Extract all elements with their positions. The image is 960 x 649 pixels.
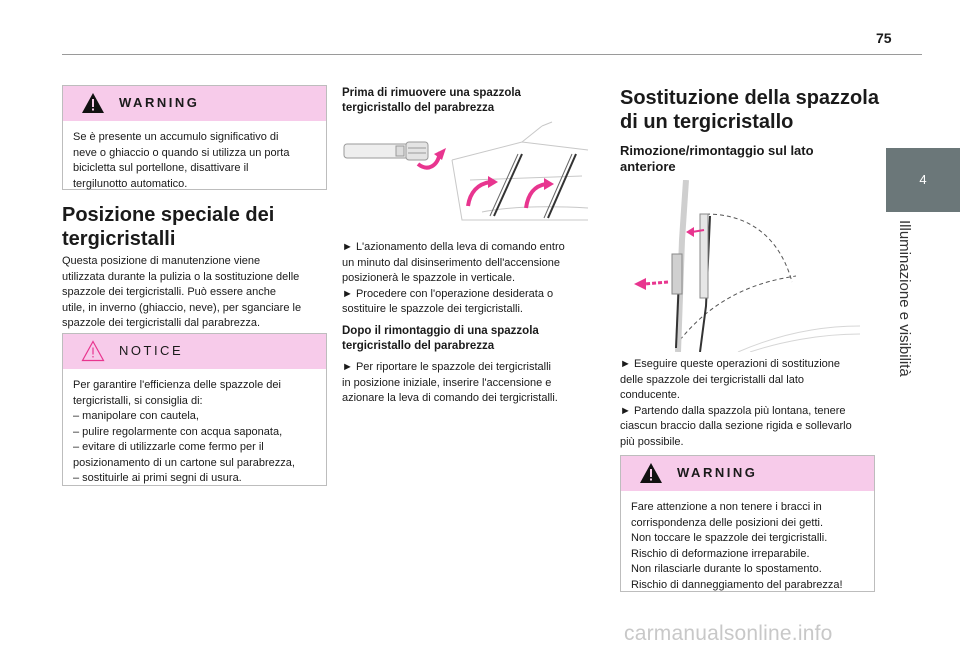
warning-triangle-icon xyxy=(81,92,105,114)
warning-header xyxy=(63,86,326,121)
chapter-tab[interactable]: 4 xyxy=(886,148,960,212)
page-number: 75 xyxy=(876,30,892,46)
warning-label: WARNING xyxy=(119,95,200,110)
warning-label: WARNING xyxy=(677,465,758,480)
wiper-stalk xyxy=(344,142,428,160)
warning-header-replacement xyxy=(621,456,874,491)
special-position-paragraph: Questa posizione di manutenzione viene utilizzata durante la pulizia o la sostituzione delle spazzole dei tergicristalli. Può essere anche utile, in inverno (ghiaccio, neve), per sganciare le spazzole dei tergicristalli dal parabrezza. xyxy=(62,255,302,329)
notice-box xyxy=(62,333,327,486)
heading-before-removal: Prima di rimuovere una spazzola tergicristallo del parabrezza xyxy=(342,87,521,114)
warning-triangle-icon xyxy=(639,462,663,484)
heading-after-refitting: Dopo il rimontaggio di una spazzola tergicristallo del parabrezza xyxy=(342,325,539,352)
blade-removal-illustration xyxy=(620,180,875,352)
notice-label: NOTICE xyxy=(119,343,184,358)
steps-before-removal: ► L'azionamento della leva di comando entro un minuto dal disinserimento dell'accensione posizionerà le spazzole in verticale. ► Procedere con l'operazione desiderata o sostituire le spazzole dei tergicristalli. xyxy=(342,241,565,315)
section-heading-replacement: Sostituzione della spazzola di un tergicristallo xyxy=(620,87,879,133)
subheading-front-side: Rimozione/rimontaggio sul lato anteriore xyxy=(620,143,814,174)
wiper-lever-illustration xyxy=(342,120,590,232)
warning-text-replacement: Fare attenzione a non tenere i bracci in corrispondenza delle posizioni dei getti. Non toccare le spazzole dei tergicristalli. Rischio di deformazione irreparabile. Non rilasciarle durante lo spostamento. Rischio di danneggiamento del parabrezza! xyxy=(631,501,843,591)
chapter-title: Illuminazione e visibilità xyxy=(896,220,913,377)
sweep-arcs xyxy=(680,214,796,340)
wiper-arm xyxy=(672,180,710,352)
warning-box-replacement xyxy=(620,455,875,592)
watermark: carmanualsonline.info xyxy=(624,622,833,645)
warning-text: Se è presente un accumulo significativo di neve o ghiaccio o quando si utilizza un porta bicicletta sul portellone, disattivare il tergilunotto automatico. xyxy=(73,131,290,190)
notice-text: Per garantire l'efficienza delle spazzole dei tergicristalli, si consiglia di: – manipolare con cautela, – pulire regolarmente con acqua saponata, – evitare di utilizzarle come fermo per il posizionamento di un cartone sul parabrezza, – sostituirle ai primi segni di usura. xyxy=(73,379,295,484)
warning-box xyxy=(62,85,327,190)
remove-arrow-icon xyxy=(634,227,704,290)
notice-triangle-icon xyxy=(81,340,105,362)
section-heading-special-position: Posizione speciale dei tergicristalli xyxy=(62,204,275,250)
steps-after-refitting: ► Per riportare le spazzole dei tergicristalli in posizione iniziale, inserire l'accensione e azionare la leva di comando dei tergicristalli. xyxy=(342,361,558,404)
notice-header xyxy=(63,334,326,369)
top-rule xyxy=(62,54,922,55)
replacement-steps: ► Eseguire queste operazioni di sostituzione delle spazzole dei tergicristalli dal lato conducente. ► Partendo dalla spazzola più lontana, tenere ciascun braccio dalla sezione rigida e sollevarlo più possibile. xyxy=(620,358,852,448)
